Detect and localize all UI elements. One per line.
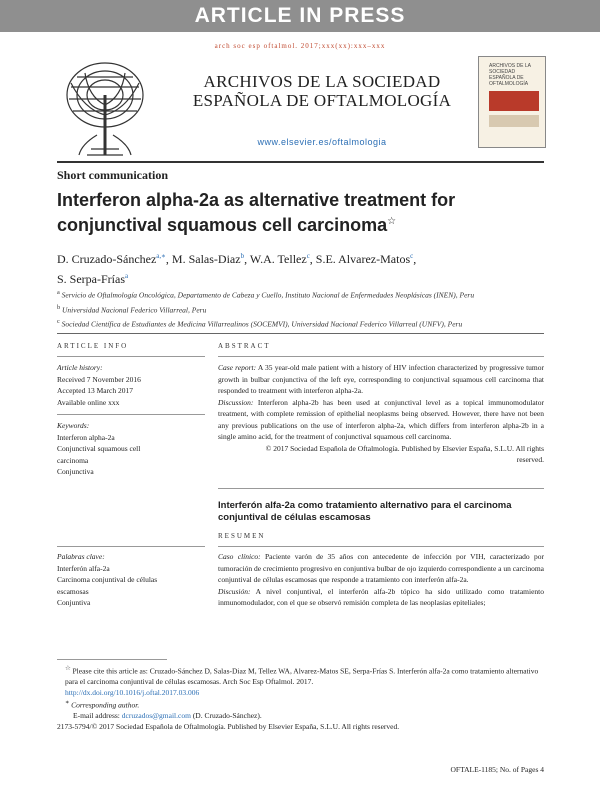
title-footnote-star[interactable]: ☆	[387, 216, 397, 227]
case-label: Case report:	[218, 363, 257, 372]
history-item: Available online xxx	[57, 397, 120, 407]
history-item: Accepted 13 March 2017	[57, 386, 134, 395]
footnotes	[57, 664, 544, 732]
doi-link-text[interactable]: http://dx.doi.org/10.1016/j.oftal.2017.03.006	[65, 687, 200, 697]
cover-title: ARCHIVOS DE LA SOCIEDAD ESPAÑOLA DE OFTALMOLOGÍA	[489, 63, 531, 87]
author-sup: a	[125, 272, 129, 280]
discussion-text: A nivel conjuntival, el interferón alfa-2b tópico ha sido utilizado como tratamiento inmunomodulador, con el que se observó remisión completa de las neoplasias epiteliales;	[218, 586, 544, 607]
resumen-case	[218, 551, 544, 586]
keyword: Conjunctiva	[57, 467, 94, 476]
journal-name-line2: ESPAÑOLA DE OFTALMOLOGÍA	[192, 91, 452, 110]
author-name: W.A. Tellez	[249, 252, 307, 266]
case-text: Paciente varón de 35 años con antecedente de infección por VIH, caracterizado por tumoración de crecimiento progresivo en conjuntiva bulbar de ojo izquierdo correspondiente a un carcinoma conjuntival de células escamosas que responde a tratamiento con interferón alfa-2a.	[218, 552, 545, 584]
affiliations	[57, 287, 547, 331]
case-text: A 35 year-old male patient with a history of HIV infection characterized by progressive tumor growth in bulbar conjunctiva of the left eye, corresponding to conjunctival squamous cell carcinoma that responded to treatment with interferon alpha-2a.	[218, 363, 544, 395]
author-sup: c	[410, 252, 414, 260]
author[interactable]	[57, 252, 172, 266]
affiliation-text: Servicio de Oftalmología Oncológica, Departamento de Cabeza y Cuello, Instituto Nacional de Enfermedades Neoplásicas (INEN), Peru	[61, 290, 475, 300]
keyword: Carcinoma conjuntival de células	[57, 575, 158, 584]
author-sup: b	[240, 252, 245, 260]
history-label: Article history:	[57, 363, 103, 372]
citation-note-text: Please cite this article as: Cruzado-Sánchez D, Salas-Diaz M, Tellez WA, Alvarez-Matos SE, Serpa-Frías S. Interferón alfa-2a como tratamiento alternativo para el carcinoma conjuntival de células escamosas. Arch Soc Esp Oftalmol. 2017.	[65, 666, 539, 686]
footnote-rule	[57, 659, 167, 660]
keyword: Conjuntiva	[57, 598, 91, 607]
discussion-label: Discusión:	[218, 586, 251, 596]
journal-website-link[interactable]: www.elsevier.es/oftalmologia	[257, 137, 387, 147]
divider	[218, 356, 544, 357]
abstract-heading: ABSTRACT	[218, 342, 271, 350]
header-rule	[57, 161, 544, 163]
divider	[57, 356, 205, 357]
spanish-title-line: conjuntival de células escamosas	[218, 512, 371, 523]
section-rule	[57, 333, 544, 334]
history-item: Received 7 November 2016	[57, 374, 141, 384]
title-line	[57, 211, 527, 236]
author[interactable]	[57, 272, 128, 286]
author-sep: ,	[165, 252, 172, 266]
affiliation-text: Universidad Nacional Federico Villarreal, Peru	[62, 305, 207, 314]
article-in-press-banner: ARTICLE IN PRESS	[0, 0, 600, 32]
email-name: (D. Cruzado-Sánchez).	[190, 711, 262, 720]
abstract-case	[218, 362, 544, 397]
author-list	[57, 248, 547, 288]
email-link[interactable]: dcruzados@gmail.com	[121, 711, 191, 720]
divider	[57, 546, 205, 547]
article-info-heading: ARTICLE INFO	[57, 342, 129, 350]
author-sup: a,∗	[156, 252, 166, 260]
affiliation-sup: b	[57, 303, 61, 311]
elsevier-logo-icon	[57, 55, 153, 163]
cover-image	[489, 91, 539, 111]
author-name: M. Salas-Diaz	[171, 252, 241, 266]
keywords-es	[57, 551, 205, 609]
author[interactable]	[250, 252, 316, 266]
corresponding-note	[57, 698, 544, 711]
title-line: Interferon alpha-2a as alternative treatment for	[57, 190, 456, 210]
keyword: Conjunctival squamous cell	[57, 444, 141, 453]
email-label: E-mail address:	[73, 711, 122, 720]
case-label: Caso clínico:	[218, 552, 261, 561]
footnote-star: ☆	[65, 665, 71, 672]
author-name: D. Cruzado-Sánchez	[57, 252, 157, 266]
spanish-title-line: Interferón alfa-2a como tratamiento alternativo para el carcinoma	[218, 500, 512, 511]
footnote-star: ∗	[65, 699, 70, 706]
author-name: S. Serpa-Frías	[57, 272, 125, 286]
affiliation-sup: c	[57, 318, 60, 325]
author-sep: ,	[413, 252, 417, 266]
author-name: S.E. Alvarez-Matos	[315, 252, 411, 266]
divider	[57, 414, 205, 415]
citation-line: arch soc esp oftalmol. 2017;xxx(xx):xxx–xxx	[214, 42, 386, 50]
citation-note	[57, 664, 544, 688]
abstract-body	[218, 362, 544, 466]
author[interactable]	[172, 252, 250, 266]
article-history	[57, 362, 205, 408]
author-sep: ,	[244, 252, 250, 266]
keyword: carcinoma	[57, 455, 89, 465]
abstract-discussion	[218, 397, 544, 443]
discussion-label: Discussion:	[218, 397, 254, 407]
keyword: escamosas	[57, 586, 89, 596]
keywords-label: Keywords:	[57, 421, 90, 430]
cover-image	[489, 115, 539, 127]
doi-link[interactable]	[57, 688, 544, 699]
affiliation	[57, 287, 547, 302]
keyword: Interferon alpha-2a	[57, 432, 115, 442]
affiliation	[57, 316, 547, 331]
resumen-heading: RESUMEN	[218, 532, 266, 540]
section-type: Short communication	[57, 168, 168, 182]
keywords-es-label: Palabras clave:	[57, 552, 105, 561]
keywords	[57, 420, 205, 478]
resumen-discussion	[218, 586, 544, 609]
divider	[218, 546, 544, 547]
issn-line: 2173-5794/© 2017 Sociedad Española de Oftalmología. Published by Elsevier España, S.L.U. All rights reserved.	[57, 721, 400, 731]
keyword: Interferón alfa-2a	[57, 563, 110, 573]
title-line-text: conjunctival squamous cell carcinoma	[57, 215, 388, 235]
author[interactable]	[316, 252, 416, 266]
article-title	[57, 189, 527, 236]
page-footer: OFTALE-1185; No. of Pages 4	[450, 765, 544, 774]
affiliation-text: Sociedad Científica de Estudiantes de Medicina Villarrealinos (SOCEMVI), Universidad Nacional Federico Villarreal (UNFV), Peru	[61, 319, 463, 329]
author-sup: c	[306, 252, 310, 260]
author-sep: ,	[309, 252, 316, 266]
journal-cover	[478, 56, 546, 148]
discussion-text: Interferon alpha-2b has been used at conjunctival level as a topical immunomodulator treatment, with complete remission of epithelial neoplasms being observed. However, there have not been any previous publications on the use of interferon alpha-2a, which differs from interferon alpha-2b in a single amino acid, for the treatment of conjunctival squamous cell carcinoma.	[218, 397, 544, 441]
journal-name-line1: ARCHIVOS DE LA SOCIEDAD	[203, 72, 441, 91]
divider	[218, 488, 544, 489]
journal-title	[172, 72, 472, 110]
affiliation	[57, 302, 547, 317]
affiliation-sup: a	[57, 289, 60, 296]
resumen-body	[218, 551, 544, 609]
abstract-copyright: © 2017 Sociedad Española de Oftalmología. Published by Elsevier España, S.L.U. All rights reserved.	[265, 443, 544, 464]
corresponding-label: Corresponding author.	[69, 700, 140, 710]
spanish-title	[218, 500, 544, 524]
email-line	[57, 711, 544, 722]
